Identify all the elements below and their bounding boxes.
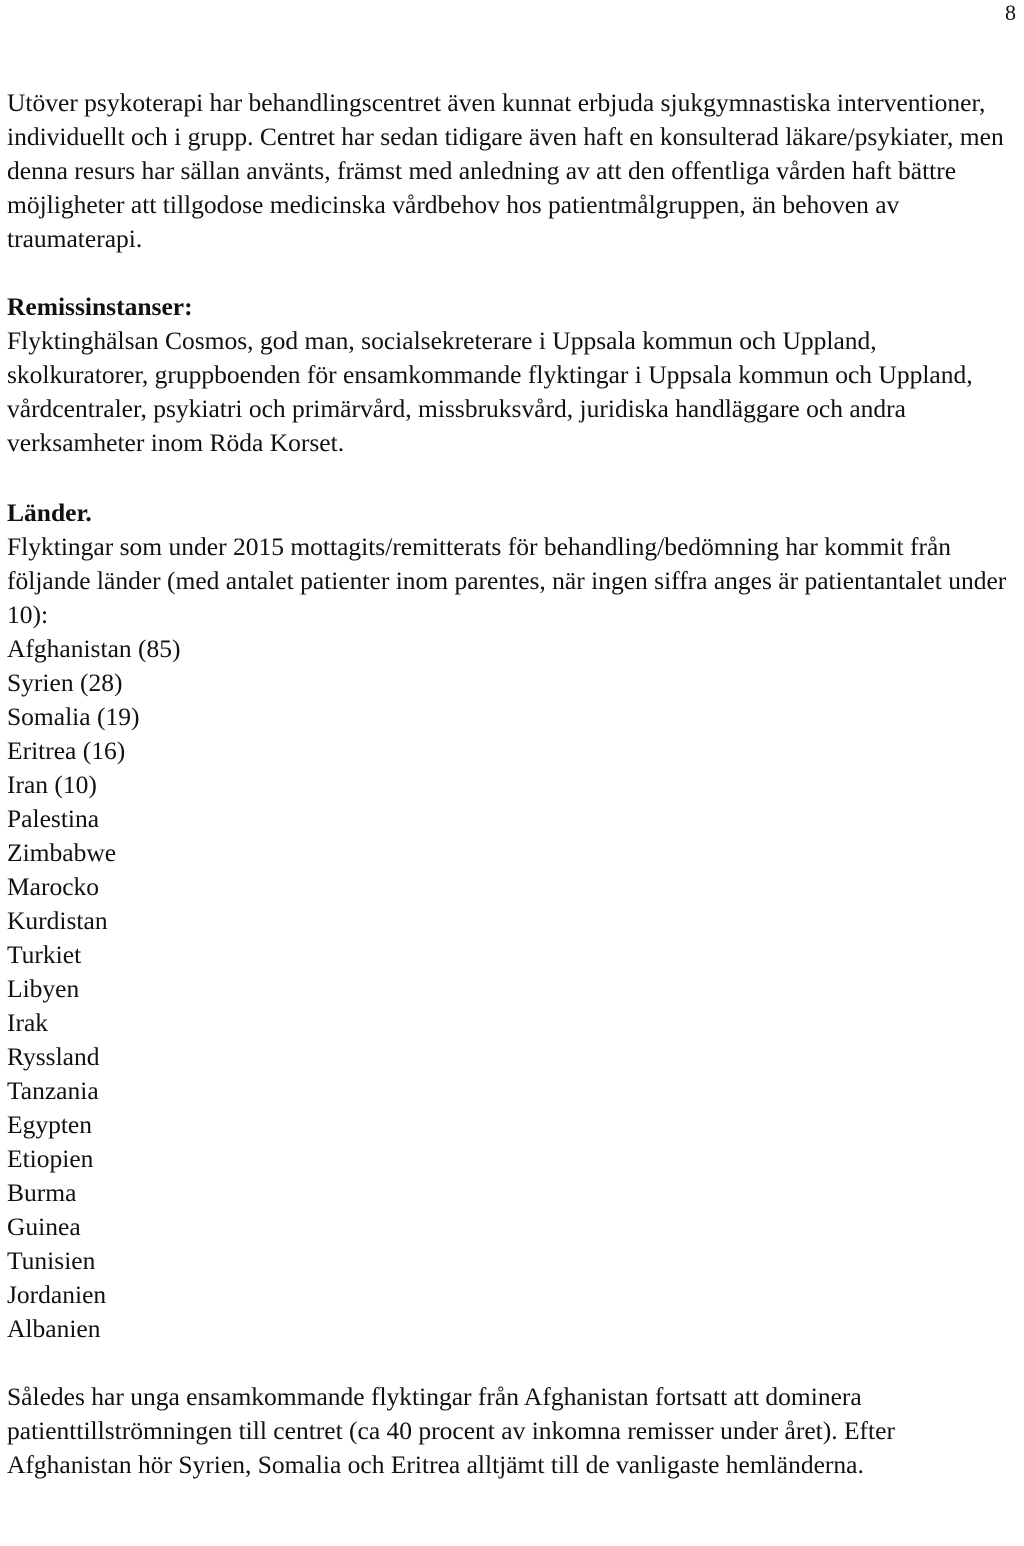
country-item: Jordanien — [7, 1280, 107, 1309]
lander-intro-text: Flyktingar som under 2015 mottagits/remitterats för behandling/bedömning har kommit från följande länder (med antalet patienter inom parentes, när ingen siffra anges är patientantalet under 10): — [7, 532, 1007, 629]
lander-section — [7, 496, 1017, 1346]
country-item: Syrien (28) — [7, 668, 123, 697]
country-item: Kurdistan — [7, 906, 108, 935]
country-list — [7, 632, 1017, 1346]
document-body — [7, 86, 1017, 1482]
country-item: Ryssland — [7, 1042, 100, 1071]
country-item: Egypten — [7, 1110, 92, 1139]
country-item: Afghanistan (85) — [7, 634, 181, 663]
country-item: Irak — [7, 1008, 49, 1037]
country-item: Palestina — [7, 804, 100, 833]
country-item: Zimbabwe — [7, 838, 117, 867]
country-item: Guinea — [7, 1212, 81, 1241]
closing-paragraph: Således har unga ensamkommande flyktingar från Afghanistan fortsatt att dominera patienttillströmningen till centret (ca 40 procent av inkomna remisser under året). Efter Afghanistan hör Syrien, Somalia och Eritrea alltjämt till de vanligaste hemländerna. — [7, 1382, 895, 1479]
country-item: Marocko — [7, 872, 100, 901]
country-item: Albanien — [7, 1314, 101, 1343]
country-item: Eritrea (16) — [7, 736, 126, 765]
country-item: Libyen — [7, 974, 80, 1003]
country-item: Tunisien — [7, 1246, 96, 1275]
intro-paragraph: Utöver psykoterapi har behandlingscentret även kunnat erbjuda sjukgymnastiska interventioner, individuellt och i grupp. Centret har sedan tidigare även haft en konsulterad läkare/psykiater, men denna resurs har sällan använts, främst med anledning av att den offentliga vården haft bättre möjligheter att tillgodose medicinska vårdbehov hos patientmålgruppen, än behoven av traumaterapi. — [7, 88, 1004, 253]
country-item: Etiopien — [7, 1144, 94, 1173]
country-item: Tanzania — [7, 1076, 99, 1105]
country-item: Burma — [7, 1178, 77, 1207]
page-number: 8 — [1005, 0, 1016, 25]
remissinstanser-text: Flyktinghälsan Cosmos, god man, socialsekreterare i Uppsala kommun och Uppland, skolkuratorer, gruppboenden för ensamkommande flyktingar i Uppsala kommun och Uppland, vårdcentraler, psykiatri och primärvård, missbruksvård, juridiska handläggare och andra verksamheter inom Röda Korset. — [7, 326, 973, 457]
country-item: Iran (10) — [7, 770, 97, 799]
country-item: Somalia (19) — [7, 702, 140, 731]
remissinstanser-section — [7, 290, 1017, 460]
remissinstanser-heading: Remissinstanser: — [7, 292, 193, 321]
country-item: Turkiet — [7, 940, 82, 969]
lander-heading: Länder. — [7, 498, 92, 527]
